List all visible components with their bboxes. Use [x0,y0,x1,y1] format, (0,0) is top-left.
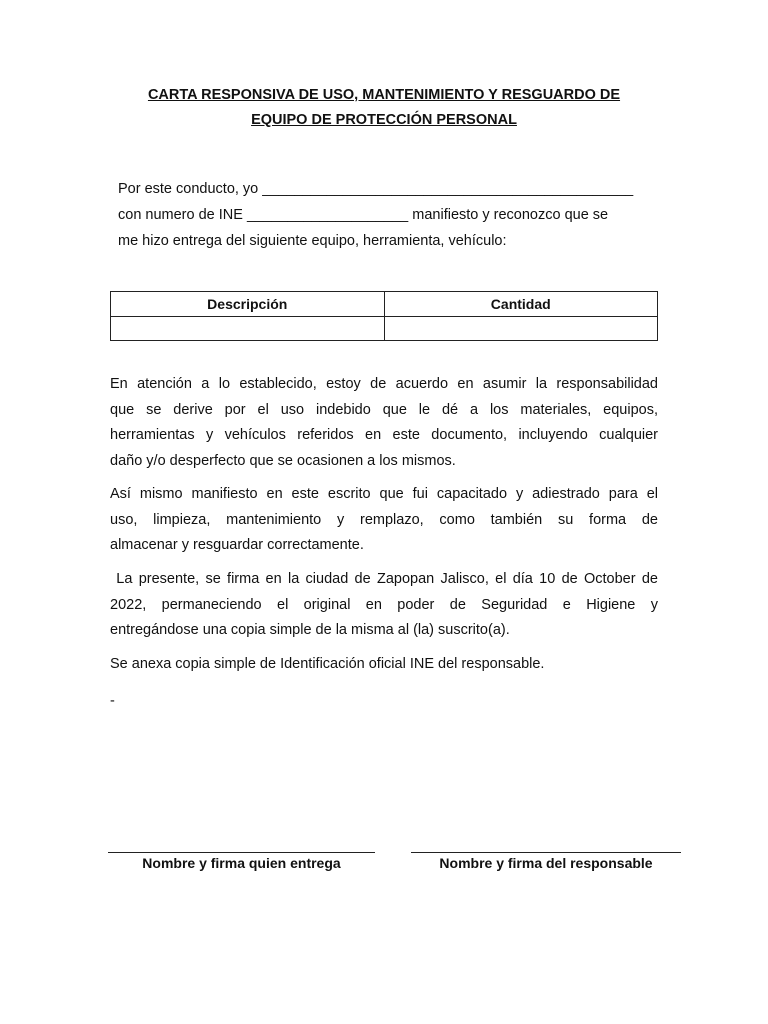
document-title-line-1: CARTA RESPONSIVA DE USO, MANTENIMIENTO Y RESGUARDO DE [147,87,621,103]
column-header-cantidad: Cantidad [384,292,658,317]
intro-line-3: me hizo entrega del siguiente equipo, herramienta, vehículo: [118,233,507,249]
paragraph-signing [110,567,658,644]
paragraph-line: herramientas y vehículos referidos en este documento, incluyendo cualquier [110,427,658,443]
paragraph-training [110,482,658,559]
signature-line-left [108,852,375,853]
table-cell-cantidad [384,317,658,341]
paragraph-annex [110,652,658,678]
paragraph-line: La presente, se firma en la ciudad de Zapopan Jalisco, el día 10 de October de [110,571,658,587]
paragraph-line: almacenar y resguardar correctamente. [110,537,364,553]
signature-label-responsable: Nombre y firma del responsable [439,855,653,871]
table-cell-descripcion [111,317,385,341]
column-header-descripcion: Descripción [111,292,385,317]
paragraph-line: uso, limpieza, mantenimiento y remplazo, como también su forma de [110,511,658,528]
paragraph-line: daño y/o desperfecto que se ocasionen a los mismos. [110,452,456,469]
paragraph-line: 2022, permaneciendo el original en poder de Seguridad e Higiene y [110,596,658,613]
dash-mark: - [110,693,115,709]
intro-line-2: con numero de INE ____________________ manifiesto y reconozco que se [118,207,609,223]
intro-line-1: Por este conducto, yo ______________________________________________ [118,181,634,197]
paragraph-line: entregándose una copia simple de la misma al (la) suscrito(a). [110,622,510,638]
equipment-table [110,291,658,341]
table-header-row [111,292,658,317]
paragraph-responsibility [110,372,658,474]
signature-line-right [411,852,681,853]
paragraph-line: Así mismo manifiesto en este escrito que fui capacitado y adiestrado para el [110,486,658,502]
paragraph-line: que se derive por el uso indebido que le dé a los materiales, equipos, [110,401,658,418]
table-row [111,317,658,341]
signature-label-entrega: Nombre y firma quien entrega [142,855,341,871]
paragraph-line: Se anexa copia simple de Identificación oficial INE del responsable. [110,656,545,672]
document-title-line-2: EQUIPO DE PROTECCIÓN PERSONAL [251,112,517,128]
paragraph-line: En atención a lo establecido, estoy de acuerdo en asumir la responsabilidad [110,376,658,392]
